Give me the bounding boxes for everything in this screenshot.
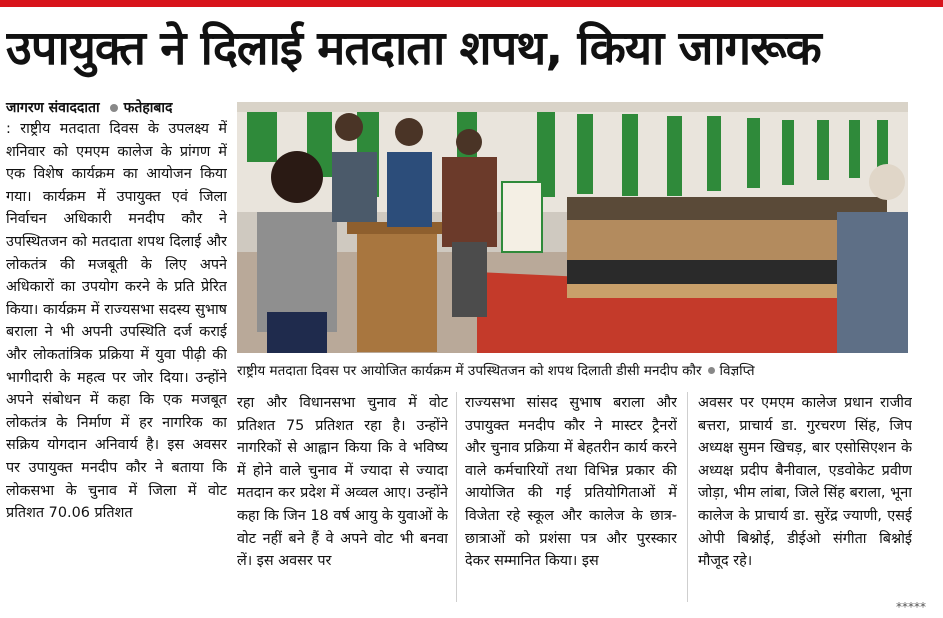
headline: उपायुक्त ने दिलाई मतदाता शपथ, किया जागरूक xyxy=(6,21,821,76)
article-column-1: : राष्ट्रीय मतदाता दिवस के उपलक्ष्य में शनिवार को एमएम कालेज के प्रांगण में एक विशेष कार्यक्रम का आयोजन किया गया। कार्यक्रम में उपायुक्त एवं जिला निर्वाचन अधिकारी मनदीप कौर ने उपस्थितजन को मतदाता शपथ दिलाई और लोकतंत्र की मजबूती के लिए अपने अधिकारों का उपयोग करने के प्रति प्रेरित किया। कार्यक्रम में राज्यसभा सदस्य सुभाष बराला ने भी अपनी उपस्थिति दर्ज कराई और लोकतांत्रिक प्रक्रिया में युवा पीढ़ी की भागीदारी के महत्व पर जोर दिया। उन्होंने अपने संबोधन में कहा कि एक मजबूत लोकतंत्र के निर्माण में हर नागरिक का सक्रिय योगदान अनिवार्य है। इस अवसर पर उपायुक्त मनदीप कौर ने बताया कि लोकसभा के चुनाव में जिला में वोट प्रतिशत 70.06 प्रतिशत xyxy=(6,121,227,522)
photo-credit: विज्ञप्ति xyxy=(719,363,755,379)
photo-caption-text: राष्ट्रीय मतदाता दिवस पर आयोजित कार्यक्रम में उपस्थितजन को शपथ दिलाती डीसी मनदीप कौर xyxy=(237,363,702,379)
byline-place: फतेहाबाद xyxy=(123,100,173,116)
article-column-2: रहा और विधानसभा चुनाव में वोट प्रतिशत 75 प्रतिशत रहा है। उन्होंने नागरिकों से आह्वान किया कि वे भविष्य में होने वाले चुनाव में ज्यादा से ज्यादा मतदान कर प्रदेश में अव्वल आए। उन्होंने कहा कि जिन 18 वर्ष आयु के युवाओं के वोट नहीं बने हैं वे अपने वोट भी बनवा लें। इस अवसर पर xyxy=(237,395,448,570)
photo-caption xyxy=(237,360,917,382)
byline-source: जागरण संवाददाता xyxy=(6,100,100,116)
caption-dot xyxy=(708,367,715,374)
byline xyxy=(6,98,234,118)
top-accent-bar xyxy=(0,0,943,7)
column-divider xyxy=(687,392,688,602)
byline-dot xyxy=(110,104,118,112)
column-divider xyxy=(456,392,457,602)
news-photo xyxy=(237,102,908,353)
corner-stars: ***** xyxy=(896,600,926,614)
article-column-4: अवसर पर एमएम कालेज प्रधान राजीव बत्तरा, प्राचार्य डा. गुरचरण सिंह, जिप अध्यक्ष सुमन खिचड़, बार एसोसिएशन के अध्यक्ष प्रदीप बैनीवाल, एडवोकेट प्रवीण जोड़ा, भीम लांबा, जिले सिंह बराला, भूना कालेज के प्राचार्य डा. सुरेंद्र ज्याणी, एसई ओपी बिश्नोई, डीईओ संगीता बिश्नोई मौजूद रहे। xyxy=(698,395,912,570)
article-column-3: राज्यसभा सांसद सुभाष बराला और उपायुक्त मनदीप कौर ने मास्टर ट्रैनरों और चुनाव प्रक्रिया में बेहतरीन कार्य करने वाले कर्मचारियों तथा विभिन्न प्रकार की आयोजित की गई प्रतियोगिताओं में विजेता रहे स्कूल और कालेज के छात्र-छात्राओं को प्रशंसा पत्र और पुरस्कार देकर सम्मानित किया। इस xyxy=(465,395,677,570)
